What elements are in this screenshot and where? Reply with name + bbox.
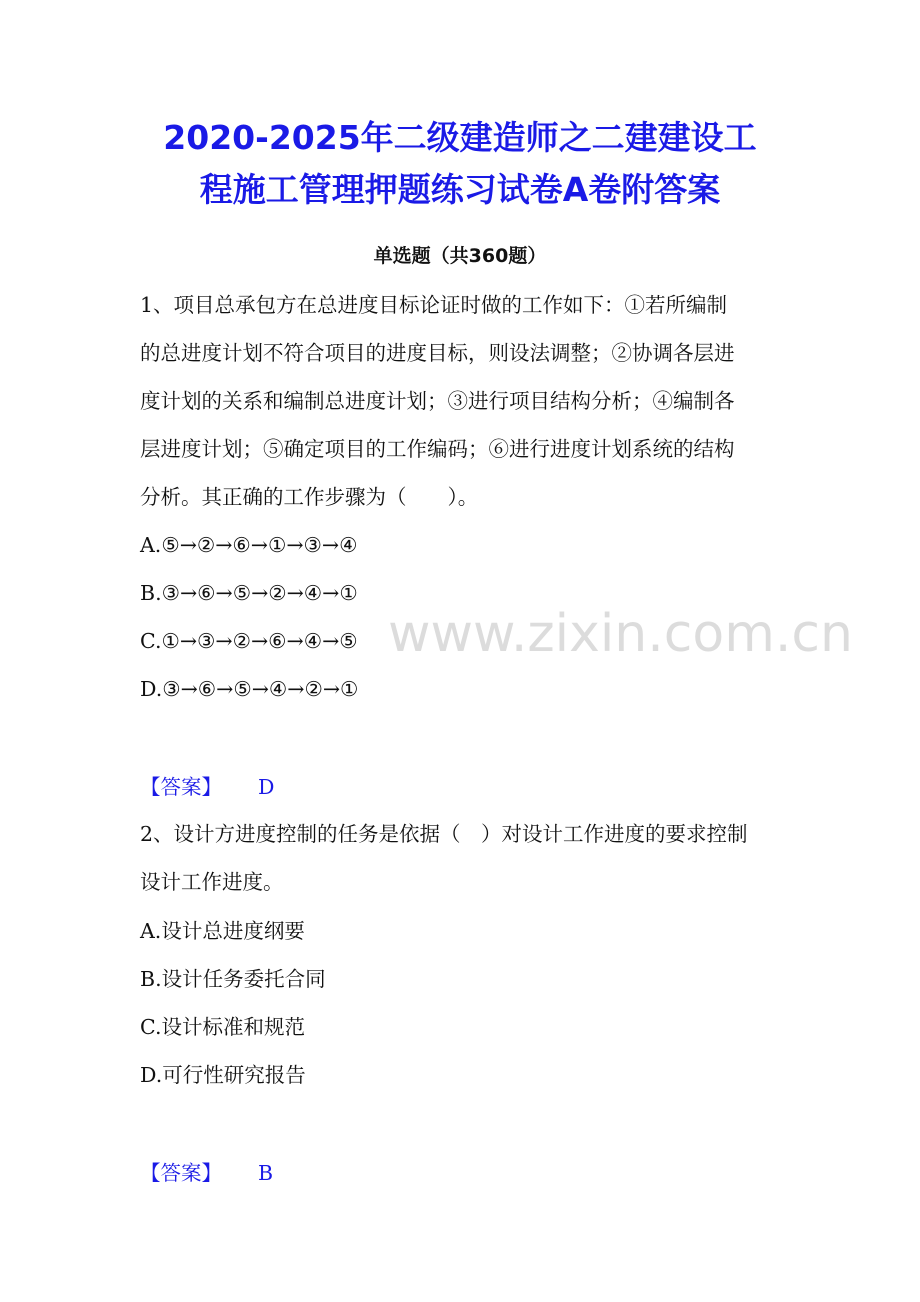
question-1-option-b: B.③→⑥→⑤→②→④→① [140,581,358,605]
question-1-option-a: A.⑤→②→⑥→①→③→④ [140,533,358,557]
question-2-option-c: C.设计标准和规范 [140,1015,305,1039]
question-1-option-c: C.①→③→②→⑥→④→⑤ [140,629,358,653]
answer-value: D [258,775,275,799]
answer-value: B [258,1161,274,1185]
document-title [100,112,820,216]
question-1-answer [140,772,274,802]
question-2-stem [140,810,790,906]
title-line-1: 2020-2025年二级建造师之二建建设工 [163,118,757,157]
question-stem-line: 2、设计方进度控制的任务是依据（ ）对设计工作进度的要求控制 [140,822,748,846]
answer-label: 【答案】 [140,1161,222,1185]
question-2-answer [140,1158,273,1188]
watermark: www.zixin.com.cn [388,604,853,664]
question-1-option-d: D.③→⑥→⑤→④→②→① [140,677,359,701]
question-2-option-d: D.可行性研究报告 [140,1063,306,1087]
question-2-option-b: B.设计任务委托合同 [140,967,326,991]
section-heading: 单选题（共360题） [373,245,547,267]
question-stem-line: 的总进度计划不符合项目的进度目标，则设法调整；②协调各层进 [140,341,735,365]
title-line-2: 程施工管理押题练习试卷A卷附答案 [199,170,721,209]
question-stem-line: 层进度计划；⑤确定项目的工作编码；⑥进行进度计划系统的结构 [140,437,735,461]
answer-label: 【答案】 [140,775,222,799]
question-stem-line: 设计工作进度。 [140,870,284,894]
question-stem-line: 分析。其正确的工作步骤为（ ）。 [140,485,479,509]
question-stem-line: 度计划的关系和编制总进度计划；③进行项目结构分析；④编制各 [140,389,735,413]
question-1-stem [140,281,790,521]
question-2-option-a: A.设计总进度纲要 [140,919,305,943]
question-stem-line: 1、项目总承包方在总进度目标论证时做的工作如下：①若所编制 [140,293,728,317]
